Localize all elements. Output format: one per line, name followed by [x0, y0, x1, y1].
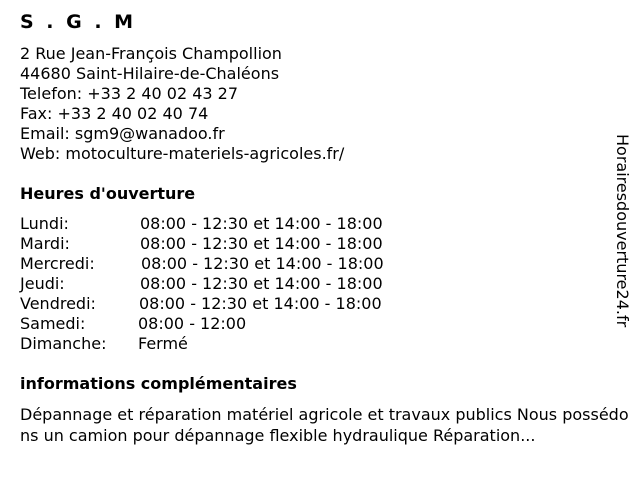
- hours-row-saturday: [20, 314, 440, 334]
- day-label: Vendredi:: [20, 294, 96, 313]
- day-label: Samedi:: [20, 314, 86, 333]
- contact-block: [20, 44, 344, 164]
- day-hours: 08:00 - 12:30 et 14:00 - 18:00: [139, 294, 382, 313]
- day-label: Mardi:: [20, 234, 70, 253]
- day-hours: 08:00 - 12:30 et 14:00 - 18:00: [140, 234, 383, 253]
- opening-hours-table: [20, 214, 440, 354]
- day-label: Mercredi:: [20, 254, 95, 273]
- hours-row-tuesday: [20, 234, 440, 254]
- hours-row-wednesday: [20, 254, 440, 274]
- opening-hours-heading: Heures d'ouverture: [20, 184, 196, 203]
- business-name: S . G . M: [20, 11, 137, 33]
- additional-info-text: Dépannage et réparation matériel agricole et travaux publics Nous possédons un camion pour dépannage flexible hydraulique Réparation...: [20, 405, 629, 445]
- day-hours: 08:00 - 12:30 et 14:00 - 18:00: [140, 214, 383, 233]
- day-label: Lundi:: [20, 214, 69, 233]
- day-label: Jeudi:: [20, 274, 65, 293]
- address-city: 44680 Saint-Hilaire-de-Chaléons: [20, 64, 280, 83]
- watermark-text: Horairesdouverture24.fr: [613, 134, 632, 328]
- hours-row-thursday: [20, 274, 440, 294]
- website-url: Web: motoculture-materiels-agricoles.fr/: [20, 144, 345, 163]
- day-hours: 08:00 - 12:00: [138, 314, 247, 333]
- hours-row-monday: [20, 214, 440, 234]
- day-label: Dimanche:: [20, 334, 107, 353]
- site-watermark: [612, 134, 634, 374]
- additional-info-heading: informations complémentaires: [20, 374, 297, 393]
- address-street: 2 Rue Jean-François Champollion: [20, 44, 282, 63]
- day-hours: Fermé: [138, 334, 188, 353]
- phone-number: Telefon: +33 2 40 02 43 27: [20, 84, 239, 103]
- day-hours: 08:00 - 12:30 et 14:00 - 18:00: [140, 274, 383, 293]
- email-address: Email: sgm9@wanadoo.fr: [20, 124, 225, 143]
- fax-number: Fax: +33 2 40 02 40 74: [20, 104, 209, 123]
- hours-row-friday: [20, 294, 440, 314]
- hours-row-sunday: [20, 334, 440, 354]
- day-hours: 08:00 - 12:30 et 14:00 - 18:00: [141, 254, 384, 273]
